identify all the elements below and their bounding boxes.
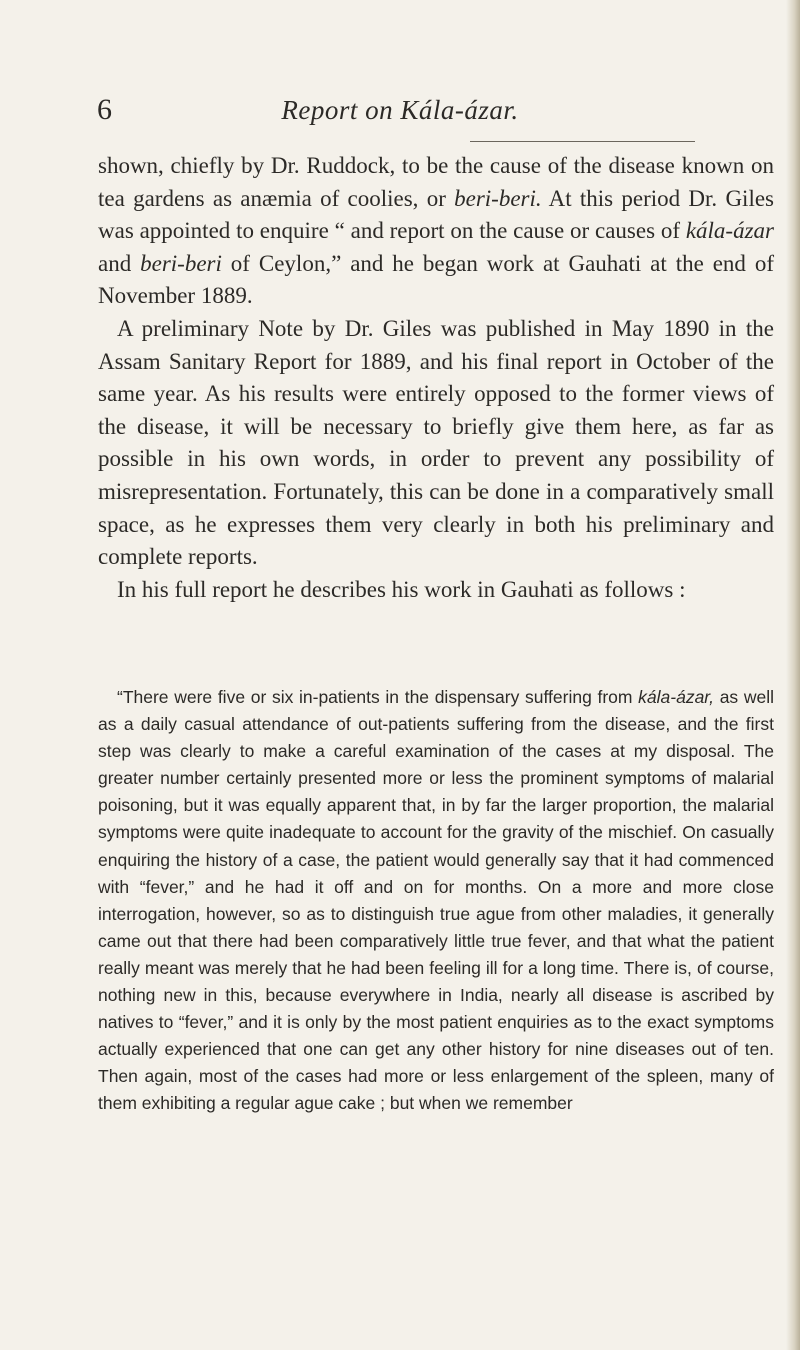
body-text (98, 150, 774, 606)
text-run: At this period Dr. Giles was appointed to enquire “ and report on the cause or causes of (98, 185, 774, 244)
quoted-passage (98, 684, 774, 1118)
italic-term: beri-beri (140, 250, 222, 276)
paragraph-1 (98, 150, 774, 313)
running-title: Report on Kála-ázar. (281, 95, 519, 125)
text-run: as well as a daily casual attendance of out-patients suffering from the disease, and the first step was clearly to make a careful examination of the cases at my disposal. The greater number certainly presented more or less the prominent symptoms of malarial poisoning, but it was equally apparent that, in by far the larger proportion, the malarial symptoms were quite inadequate to account for the gravity of the mischief. On casually enquiring the history of a case, the patient would generally say that it had commenced with “fever,” and he had it off and on for months. On a more and more close interrogation, however, so as to distinguish true ague from other maladies, it generally came out that there had been comparatively little true fever, and that what the patient really meant was merely that he had been feeling ill for a long time. There is, of course, nothing new in this, because everywhere in India, nearly all disease is ascribed by natives to “fever,” and it is only by the most patient enquiries as to the exact symptoms actually experienced that one can get any other history for nine diseases out of ten. Then again, most of the cases had more or less enlargement of the spleen, many of them exhibiting a regular ague cake ; but when we remember (98, 687, 775, 1114)
italic-term: kála-ázar, (638, 687, 715, 707)
quote-paragraph (98, 684, 774, 1118)
text-run: of Ceylon,” and he began work at Gauhati at the end of November 1889. (98, 250, 774, 309)
paragraph-2: A preliminary Note by Dr. Giles was published in May 1890 in the Assam Sanitary Report for 1889, and his final report in October of the same year. As his results were entirely opposed to the former views of the disease, it will be necessary to briefly give them here, as far as possible in his own words, in order to prevent any possibility of misrepresentation. Fortunately, this can be done in a comparatively small space, as he expresses them very clearly in both his preliminary and complete reports. (98, 315, 774, 570)
page-number: 6 (97, 93, 112, 126)
italic-term: kála-ázar (685, 218, 774, 244)
page-edge-shadow (786, 0, 800, 1350)
italic-term: beri-beri. (454, 185, 542, 211)
text-run: shown, chiefly by Dr. Ruddock, to be the cause of the disease known on tea gardens as anæmia of coolies, or (98, 153, 774, 211)
text-run: “There were five or six in-patients in the dispensary suffering from (117, 687, 639, 707)
header-rule (470, 141, 695, 142)
text-run: and (98, 250, 141, 276)
paragraph-3: In his full report he describes his work in Gauhati as follows : (117, 576, 686, 602)
